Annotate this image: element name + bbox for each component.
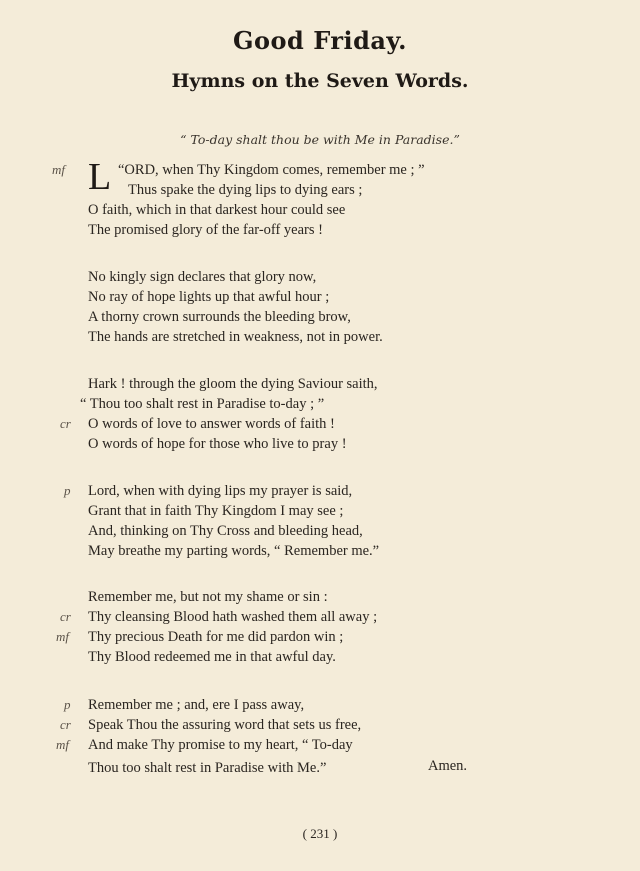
amen-text: Amen.: [428, 758, 468, 774]
dynamic-mark: p: [64, 697, 71, 712]
verse-line: The promised glory of the far-off years !: [88, 222, 323, 238]
verse-line: And make Thy promise to my heart, “ To-day: [88, 737, 353, 753]
verse-line: Thou too shalt rest in Paradise with Me.”: [88, 760, 327, 776]
verse-line: May breathe my parting words, “ Remember me.”: [88, 543, 380, 559]
verse-line: “ORD, when Thy Kingdom comes, remember me ; ”: [118, 162, 425, 178]
verse-line: And, thinking on Thy Cross and bleeding head,: [88, 523, 363, 539]
page-title: Good Friday.: [233, 26, 407, 55]
drop-cap: L: [88, 156, 112, 198]
verse-line: Thy precious Death for me did pardon win ;: [88, 629, 344, 645]
verse-line: Lord, when with dying lips my prayer is said,: [88, 483, 353, 499]
verse-line: Remember me, but not my shame or sin :: [88, 589, 328, 605]
verse-line: No ray of hope lights up that awful hour ;: [88, 289, 330, 305]
verse-line: O words of hope for those who live to pray !: [88, 436, 347, 452]
verse-line: O faith, which in that darkest hour could see: [88, 202, 346, 218]
dynamic-mark: cr: [60, 416, 71, 431]
verse-line: Hark ! through the gloom the dying Saviour saith,: [88, 376, 378, 392]
verse-line: Speak Thou the assuring word that sets us free,: [88, 717, 362, 733]
verse-line: Thus spake the dying lips to dying ears ;: [128, 182, 363, 198]
verse-line: O words of love to answer words of faith !: [88, 416, 335, 432]
dynamic-mark: mf: [56, 737, 69, 752]
dynamic-mark: mf: [56, 629, 69, 644]
epigraph: “ To-day shalt thou be with Me in Paradise.”: [180, 132, 460, 147]
verse-line: Thy Blood redeemed me in that awful day.: [88, 649, 336, 665]
verse-line: “ Thou too shalt rest in Paradise to-day ; ”: [80, 396, 325, 412]
verse-line: Remember me ; and, ere I pass away,: [88, 697, 305, 713]
dynamic-mark: mf: [52, 162, 65, 177]
page-number: ( 231 ): [302, 826, 338, 841]
dynamic-mark: cr: [60, 609, 71, 624]
verse-line: The hands are stretched in weakness, not in power.: [88, 329, 383, 345]
verse-line: Thy cleansing Blood hath washed them all away ;: [88, 609, 378, 625]
dynamic-mark: cr: [60, 717, 71, 732]
verse-line: No kingly sign declares that glory now,: [88, 269, 317, 285]
verse-line: Grant that in faith Thy Kingdom I may see ;: [88, 503, 344, 519]
verse-line: A thorny crown surrounds the bleeding brow,: [88, 309, 351, 325]
dynamic-mark: p: [64, 483, 71, 498]
page-subtitle: Hymns on the Seven Words.: [171, 70, 469, 92]
